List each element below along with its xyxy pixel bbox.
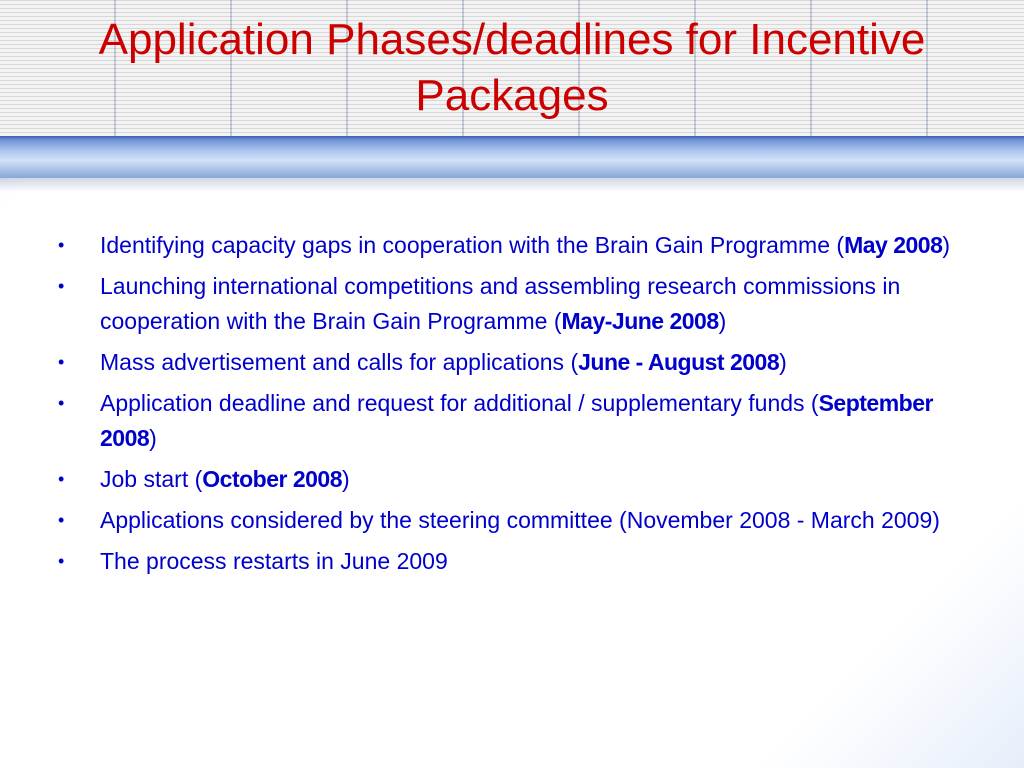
bullet-date: June - August 2008	[578, 349, 780, 375]
bullet-date: September 2008	[100, 390, 933, 451]
bullet-item	[58, 228, 958, 263]
bullet-dot-icon: •	[58, 469, 65, 489]
bullet-dot-icon: •	[58, 510, 65, 530]
bullet-text-end: )	[942, 232, 951, 258]
bullet-text: Applications considered by the steering committee (November 2008 - March 2009)	[100, 507, 940, 533]
bullet-text-end: )	[149, 425, 157, 451]
bullet-date: May 2008	[844, 232, 943, 258]
bullet-text: Launching international competitions and assembling research commissions in cooperation with the Brain Gain Programme (	[100, 273, 901, 334]
bullet-dot-icon: •	[58, 393, 65, 413]
bullet-dot-icon: •	[58, 551, 65, 571]
bullet-text-end: )	[779, 349, 787, 375]
bullet-item	[58, 269, 958, 339]
slide-title: Application Phases/deadlines for Incentive Packages	[98, 15, 926, 120]
bullet-dot-icon: •	[58, 276, 65, 296]
bullet-item	[58, 462, 958, 497]
bullet-item	[58, 544, 958, 579]
header-band	[0, 136, 1024, 178]
bullet-item	[58, 503, 958, 538]
bullet-dot-icon: •	[58, 352, 65, 372]
bullet-date: May-June 2008	[561, 308, 719, 334]
bullet-date: October 2008	[202, 466, 343, 492]
bullet-dot-icon: •	[58, 235, 65, 255]
header-band-shadow	[0, 178, 1024, 192]
bullet-text: The process restarts in June 2009	[100, 548, 448, 574]
bullet-list	[58, 228, 958, 585]
bullet-text: Identifying capacity gaps in cooperation with the Brain Gain Programme (	[100, 232, 845, 258]
bullet-text: Application deadline and request for additional / supplementary funds (	[100, 390, 819, 416]
bullet-text-end: )	[718, 308, 727, 334]
bullet-item	[58, 386, 958, 456]
bullet-item	[58, 345, 958, 380]
bullet-text-end: )	[342, 466, 350, 492]
bullet-text: Mass advertisement and calls for applications (	[100, 349, 579, 375]
bullet-text: Job start (	[100, 466, 203, 492]
